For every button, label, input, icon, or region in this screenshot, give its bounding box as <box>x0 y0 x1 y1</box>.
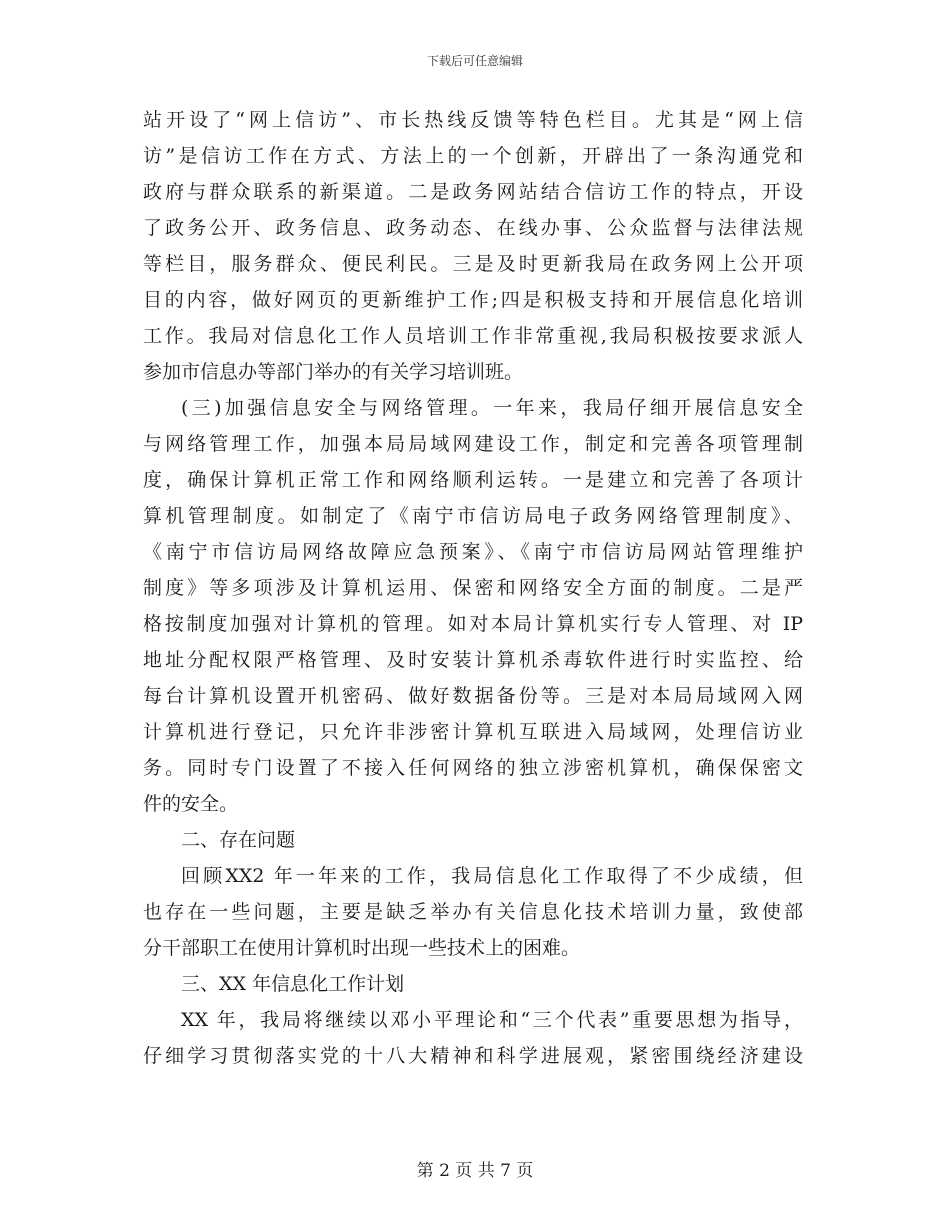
text-line: 回顾XX2 年一年来的工作，我局信息化工作取得了不少成绩，但 <box>181 865 803 887</box>
text-line: 站开设了“网上信访”、市长热线反馈等特色栏目。尤其是“网上信 <box>143 109 803 131</box>
text-line: 二、存在问题 <box>181 829 296 851</box>
text-line: 计算机进行登记，只允许非涉密计算机互联进入局域网，处理信访业 <box>143 721 803 743</box>
text-line: 与网络管理工作，加强本局局域网建设工作，制定和完善各项管理制 <box>143 433 803 455</box>
text-line: 地址分配权限严格管理、及时安装计算机杀毒软件进行时实监控、给 <box>143 649 803 671</box>
text-line: 三、XX 年信息化工作计划 <box>181 973 405 995</box>
text-line: 参加市信息办等部门举办的有关学习培训班。 <box>143 361 524 383</box>
text-line: 目的内容，做好网页的更新维护工作;四是积极支持和开展信息化培训 <box>143 289 803 311</box>
text-line: 工作。我局对信息化工作人员培训工作非常重视,我局积极按要求派人 <box>143 325 803 347</box>
text-line: 访”是信访工作在方式、方法上的一个创新，开辟出了一条沟通党和 <box>143 145 803 167</box>
text-line: (三)加强信息安全与网络管理。一年来，我局仔细开展信息安全 <box>181 397 803 419</box>
text-line: 《南宁市信访局网络故障应急预案》、《南宁市信访局网站管理维护 <box>143 541 803 563</box>
text-line: 制度》等多项涉及计算机运用、保密和网络安全方面的制度。二是严 <box>143 577 803 599</box>
text-line: 算机管理制度。如制定了《南宁市信访局电子政务网络管理制度》、 <box>143 505 803 527</box>
document-body <box>143 102 803 1074</box>
text-line: XX 年，我局将继续以邓小平理论和“三个代表”重要思想为指导， <box>181 1009 803 1031</box>
text-line: 了政务公开、政务信息、政务动态、在线办事、公众监督与法律法规 <box>143 217 803 239</box>
text-line: 也存在一些问题，主要是缺乏举办有关信息化技术培训力量，致使部 <box>143 901 803 923</box>
text-line: 度，确保计算机正常工作和网络顺利运转。一是建立和完善了各项计 <box>143 469 803 491</box>
text-line: 务。同时专门设置了不接入任何网络的独立涉密机算机，确保保密文 <box>143 757 803 779</box>
page-number: 第 2 页 共 7 页 <box>416 1161 534 1181</box>
text-line: 格按制度加强对计算机的管理。如对本局计算机实行专人管理、对 IP <box>143 613 803 635</box>
download-edit-note: 下载后可任意编辑 <box>426 54 523 68</box>
text-line: 每台计算机设置开机密码、做好数据备份等。三是对本局局域网入网 <box>143 685 803 707</box>
text-line: 等栏目，服务群众、便民利民。三是及时更新我局在政务网上公开项 <box>143 253 803 275</box>
text-line: 政府与群众联系的新渠道。二是政务网站结合信访工作的特点，开设 <box>143 181 803 203</box>
text-line: 件的安全。 <box>143 793 239 815</box>
text-line: 分干部职工在使用计算机时出现一些技术上的困难。 <box>143 937 581 959</box>
text-line: 仔细学习贯彻落实党的十八大精神和科学进展观，紧密围绕经济建设 <box>143 1045 803 1067</box>
